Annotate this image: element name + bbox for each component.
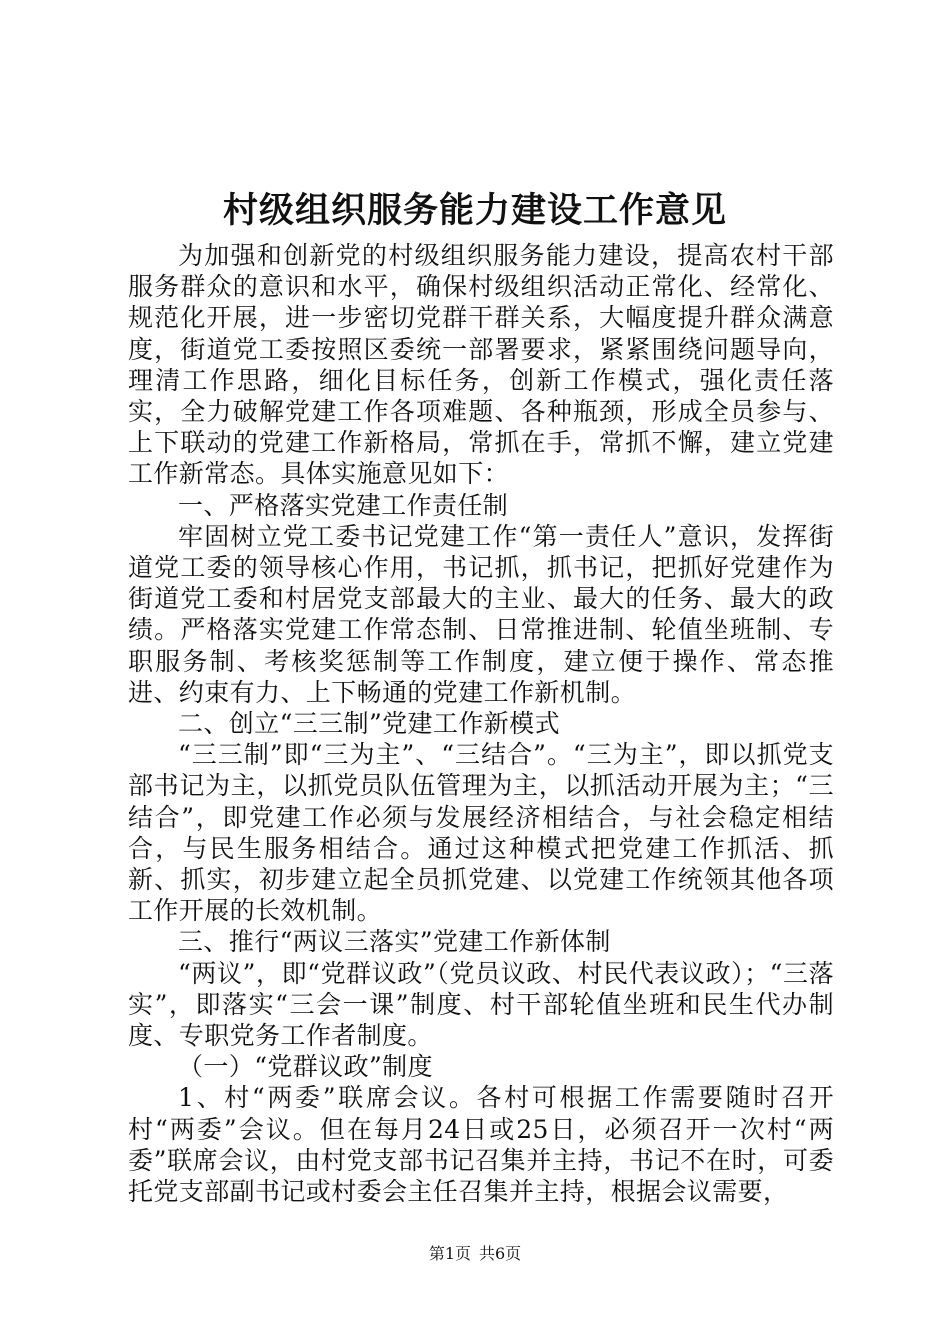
- page-total: 共6页: [479, 1244, 522, 1263]
- section-1-paragraph: 牢固树立党工委书记党建工作“第一责任人”意识，发挥街道党工委的领导核心作用，书记抓，抓书记，把抓好党建作为街道党工委和村居党支部最大的主业、最大的任务、最大的政绩。严格落实党建工作常态制、日常推进制、轮值坐班制、专职服务制、考核奖惩制等工作制度，建立便于操作、常态推进、约束有力、上下畅通的党建工作新机制。: [128, 521, 834, 707]
- section-2-paragraph: “三三制”即“三为主”、“三结合”。“三为主”，即以抓党支部书记为主，以抓党员队伍管理为主，以抓活动开展为主；“三结合”，即党建工作必须与发展经济相结合，与社会稳定相结合，与民生服务相结合。通过这种模式把党建工作抓活、抓新、抓实，初步建立起全员抓党建、以党建工作统领其他各项工作开展的长效机制。: [128, 740, 834, 926]
- section-heading-1: 一、严格落实党建工作责任制: [178, 490, 509, 520]
- page-number: 第1页: [428, 1244, 471, 1263]
- section-heading-2: 二、创立“三三制”党建工作新模式: [178, 709, 560, 739]
- document-title: 村级组织服务能力建设工作意见: [222, 190, 727, 231]
- section-3-paragraph: “两议”，即“党群议政”（党员议政、村民代表议政）；“三落实”，即落实“三会一课”制度、村干部轮值坐班和民生代办制度、专职党务工作者制度。: [128, 958, 834, 1051]
- subsection-heading-1: （一）“党群议政”制度: [178, 1052, 433, 1082]
- section-heading-3: 三、推行“两议三落实”党建工作新体制: [178, 927, 611, 957]
- document-body: [128, 240, 834, 1207]
- page-footer: [0, 1244, 950, 1264]
- subsection-1-paragraph: 1、村“两委”联席会议。各村可根据工作需要随时召开村“两委”会议。但在每月24日或25日，必须召开一次村“两委”联席会议，由村党支部书记召集并主持，书记不在时，可委托党支部副书记或村委会主任召集并主持，根据会议需要，: [128, 1083, 834, 1207]
- intro-paragraph: 为加强和创新党的村级组织服务能力建设，提高农村干部服务群众的意识和水平，确保村级组织活动正常化、经常化、规范化开展，进一步密切党群干群关系，大幅度提升群众满意度，街道党工委按照区委统一部署要求，紧紧围绕问题导向，理清工作思路，细化目标任务，创新工作模式，强化责任落实，全力破解党建工作各项难题、各种瓶颈，形成全员参与、上下联动的党建工作新格局，常抓在手，常抓不懈，建立党建工作新常态。具体实施意见如下：: [128, 241, 834, 489]
